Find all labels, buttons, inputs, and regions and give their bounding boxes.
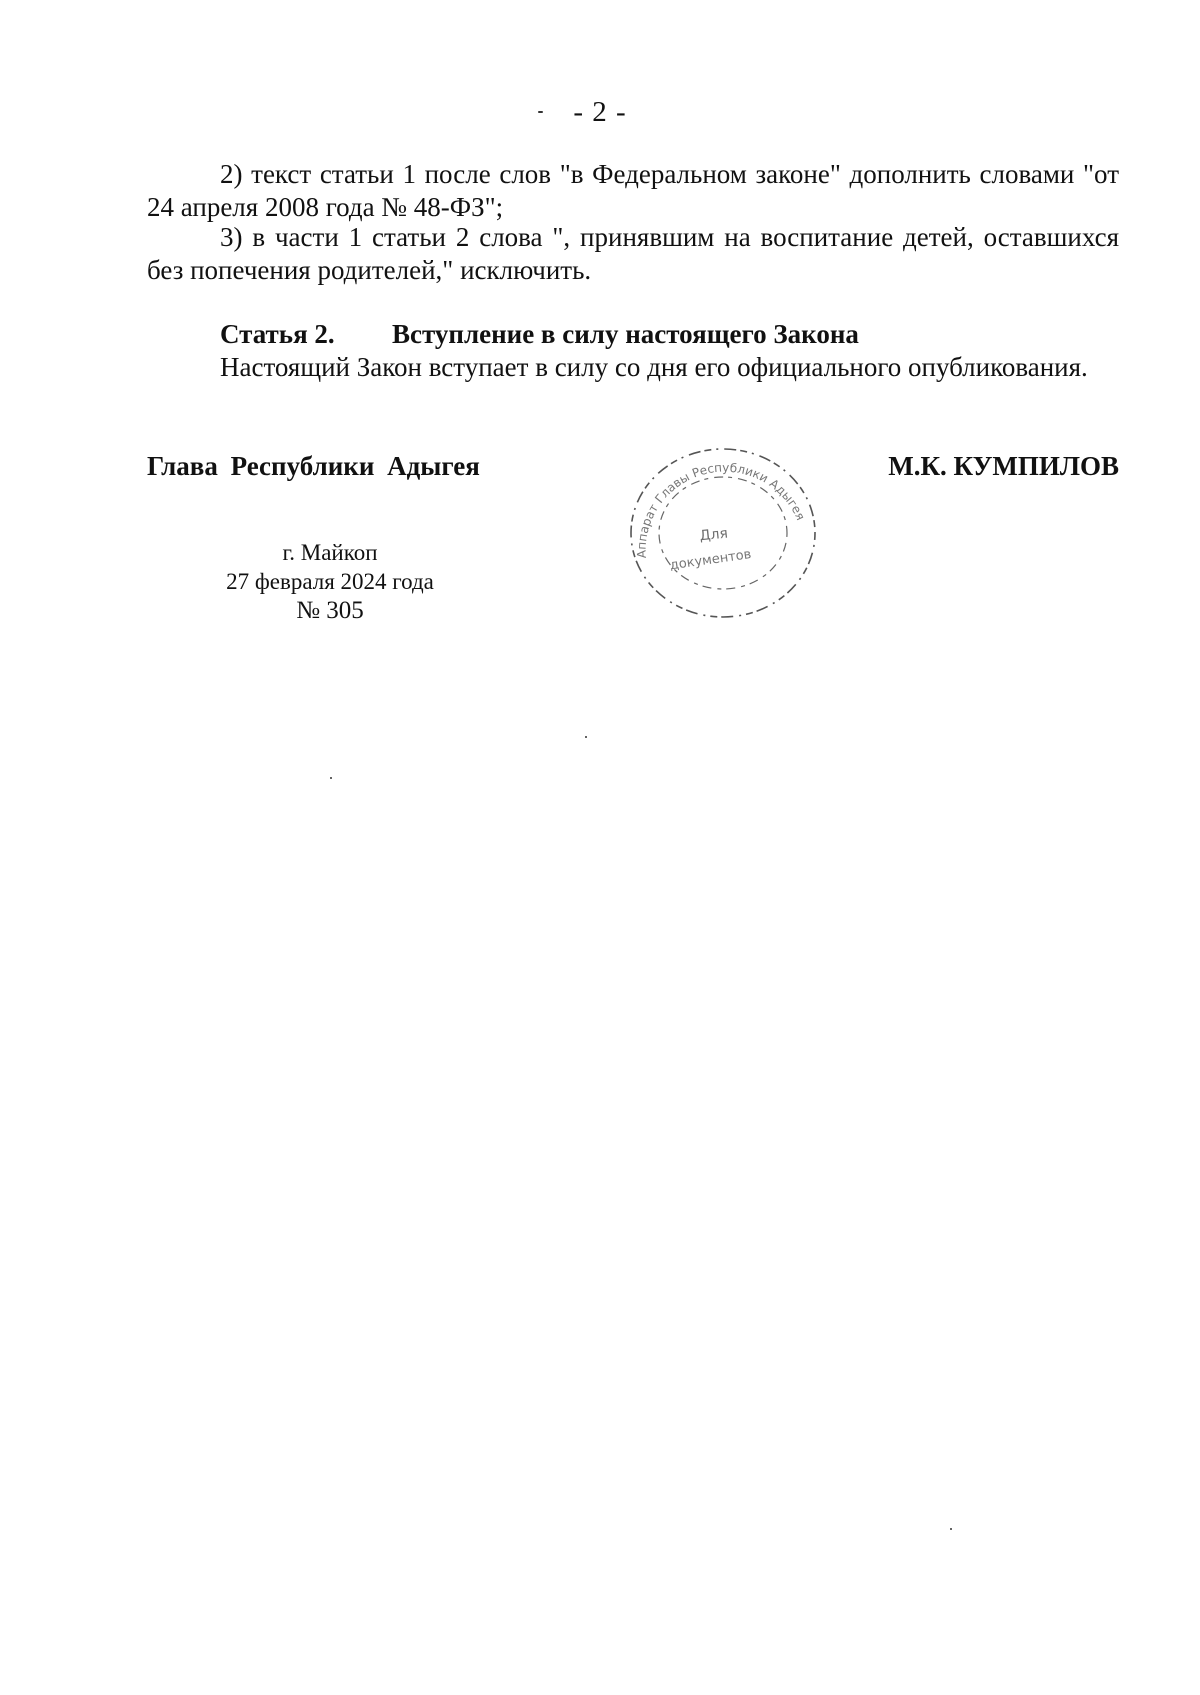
scan-speck — [950, 1528, 952, 1530]
article-title: Вступление в силу настоящего Закона — [392, 319, 859, 349]
amendment-item-2 — [147, 158, 1119, 224]
paragraph-text: 3) в части 1 статьи 2 слова ", принявшим на воспитание детей, оставшихся без попечения родителей," исключить. — [147, 222, 1119, 285]
svg-text:Для: Для — [698, 525, 729, 545]
article-number: Статья 2. — [220, 319, 335, 349]
paragraph-text: 2) текст статьи 1 после слов "в Федеральном законе" дополнить словами "от 24 апреля 2008 года № 48-ФЗ"; — [147, 159, 1119, 222]
place-date-block — [180, 538, 480, 625]
law-number: № 305 — [296, 597, 364, 624]
article-heading — [147, 318, 1127, 351]
article-text: Настоящий Закон вступает в силу со дня его официального опубликования. — [220, 352, 1088, 382]
seal-stamp-icon — [608, 438, 838, 628]
article-2 — [147, 318, 1127, 384]
date: 27 февраля 2024 года — [226, 569, 434, 594]
seal-ring-text: Аппарат Главы Республики Адыгея — [634, 460, 808, 559]
scan-speck — [585, 736, 587, 738]
amendment-item-3 — [147, 221, 1119, 287]
scan-speck — [538, 111, 543, 113]
city: г. Майкоп — [282, 540, 378, 565]
svg-text:документов: документов — [668, 547, 753, 574]
signatory-position: Глава Республики Адыгея — [147, 451, 480, 481]
signatory-name: М.К. КУМПИЛОВ — [888, 451, 1119, 481]
scan-speck — [330, 777, 332, 779]
page-number: - 2 - — [573, 96, 627, 128]
